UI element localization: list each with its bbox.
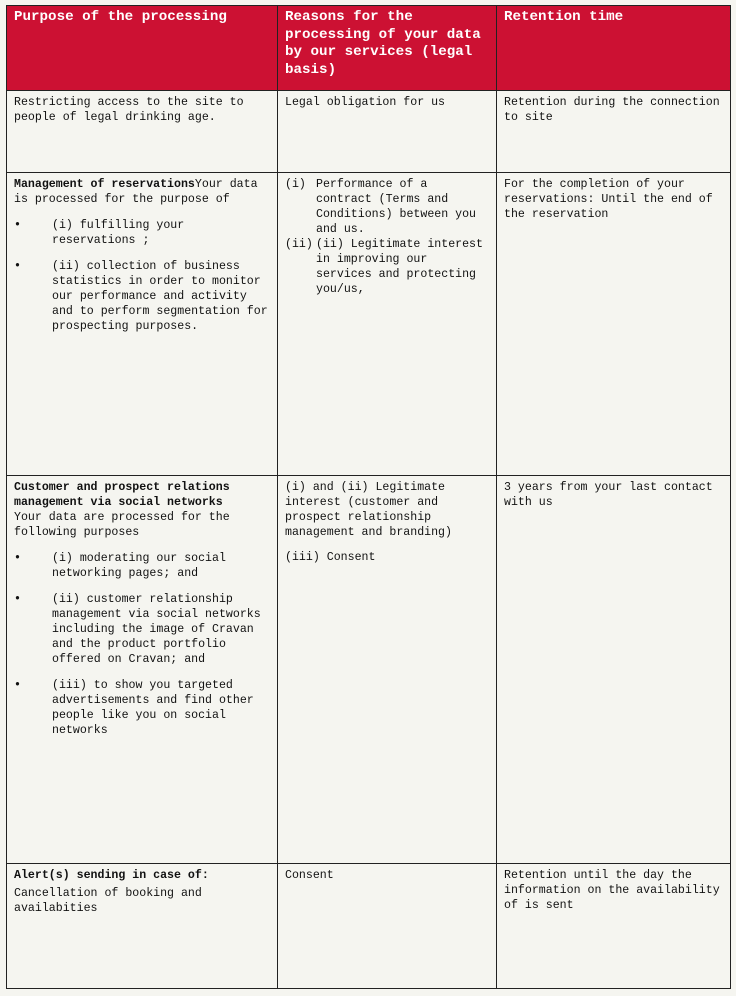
legal-basis-text: (i) and (ii) Legitimate interest (customer and prospect relationship management and branding) [285,481,452,539]
purpose-bullet-list [14,551,270,738]
list-item: • (i) moderating our social networking pages; and [14,552,226,580]
table-row [7,476,731,864]
header-retention: Retention time [497,6,731,91]
legal-basis-item: (i) Performance of a contract (Terms and Conditions) between you and us. [285,178,477,236]
purpose-title: Management of reservations [14,178,195,191]
legal-basis-text: Legal obligation for us [285,96,446,109]
header-purpose: Purpose of the processing [7,6,278,91]
retention-text: For the completion of your reservations: Until the end of the reservation [504,178,713,221]
legal-basis-cell [278,173,497,476]
purpose-bullet-list [14,218,270,334]
retention-cell [497,91,731,173]
purpose-cell [7,91,278,173]
legal-basis-text: (iii) Consent [285,551,376,564]
bullet-icon: • [14,219,21,232]
purpose-heading [14,177,270,207]
purpose-cell [7,476,278,864]
purpose-text: Restricting access to the site to people of legal drinking age. [14,96,244,124]
table-row [7,864,731,989]
legal-basis-item: (ii) (ii) Legitimate interest in improving our services and protecting you/us, [285,238,483,296]
header-reasons: Reasons for the processing of your data by our services (legal basis) [278,6,497,91]
table-row [7,173,731,476]
bullet-icon: • [14,552,21,565]
purpose-intro: Your data is processed for the purpose of [14,178,258,206]
retention-cell [497,476,731,864]
purpose-title: Alert(s) sending in case of: [14,869,209,882]
list-item: • (ii) customer relationship management via social networks including the image of Cravan and the product portfolio offered on Cravan; and [14,593,261,666]
purpose-text: Cancellation of booking and availabities [14,887,202,915]
bullet-icon: • [14,260,21,273]
list-item: • (iii) to show you targeted advertisements and find other people like you on social networks [14,679,254,737]
legal-basis-cell [278,476,497,864]
purpose-cell [7,864,278,989]
purpose-title: Customer and prospect relations management via social networks [14,481,230,509]
list-item: • (i) fulfilling your reservations ; [14,219,185,247]
bullet-icon: • [14,593,21,606]
retention-text: Retention during the connection to site [504,96,720,124]
retention-cell [497,173,731,476]
bullet-icon: • [14,679,21,692]
legal-basis-text: Consent [285,869,334,882]
retention-cell [497,864,731,989]
retention-text: Retention until the day the information on the availability of is sent [504,869,720,912]
legal-basis-cell [278,864,497,989]
legal-basis-cell [278,91,497,173]
table-row [7,91,731,173]
table-header-row [7,6,731,91]
data-processing-table [6,5,731,989]
retention-text: 3 years from your last contact with us [504,481,713,509]
list-item: • (ii) collection of business statistics in order to monitor our performance and activity and to perform segmentation for prospecting purposes. [14,260,268,333]
purpose-intro: Your data are processed for the following purposes [14,511,230,539]
purpose-cell [7,173,278,476]
